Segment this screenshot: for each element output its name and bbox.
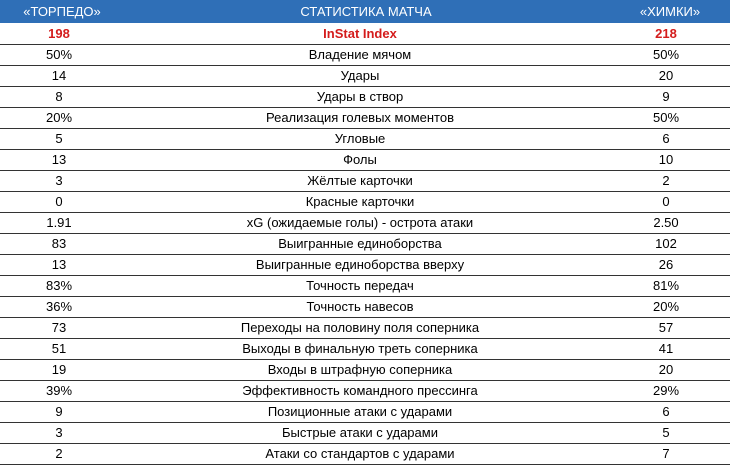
stat-left-value: 3 [0, 171, 118, 192]
stat-left-value: 5 [0, 129, 118, 150]
stat-row [0, 171, 730, 192]
stat-row [0, 318, 730, 339]
stat-label: Быстрые атаки с ударами [118, 423, 602, 444]
stat-row [0, 423, 730, 444]
stat-right-value: 20% [602, 297, 730, 318]
stat-right-value: 29% [602, 381, 730, 402]
stat-left-value: 83 [0, 234, 118, 255]
stat-right-value: 20 [602, 66, 730, 87]
stat-left-value: 2 [0, 444, 118, 465]
right-team-name: «ХИМКИ» [639, 4, 701, 19]
stat-row [0, 297, 730, 318]
stat-right-value: 102 [602, 234, 730, 255]
stats-table [0, 24, 730, 465]
stat-label: Атаки со стандартов с ударами [118, 444, 602, 465]
stat-row [0, 129, 730, 150]
stat-left-value: 9 [0, 402, 118, 423]
stat-left-value: 19 [0, 360, 118, 381]
stat-right-value: 2 [602, 171, 730, 192]
stat-label: Угловые [118, 129, 602, 150]
stat-left-value: 20% [0, 108, 118, 129]
stat-left-value: 198 [0, 24, 118, 45]
stat-right-value: 5 [602, 423, 730, 444]
stat-right-value: 0 [602, 192, 730, 213]
stat-right-value: 20 [602, 360, 730, 381]
stats-title: СТАТИСТИКА МАТЧА [300, 4, 432, 19]
stat-label: Позиционные атаки с ударами [118, 402, 602, 423]
stat-label: Выигранные единоборства вверху [118, 255, 602, 276]
stat-left-value: 13 [0, 150, 118, 171]
stat-row [0, 339, 730, 360]
stat-right-value: 26 [602, 255, 730, 276]
stat-row [0, 192, 730, 213]
stat-row [0, 444, 730, 465]
stat-row [0, 234, 730, 255]
stat-right-value: 218 [602, 24, 730, 45]
stat-label: Точность передач [118, 276, 602, 297]
stat-left-value: 83% [0, 276, 118, 297]
stat-left-value: 51 [0, 339, 118, 360]
stat-right-value: 50% [602, 108, 730, 129]
stat-row [0, 45, 730, 66]
stat-left-value: 39% [0, 381, 118, 402]
stat-row [0, 87, 730, 108]
stat-row [0, 108, 730, 129]
stat-row [0, 360, 730, 381]
stat-label: Точность навесов [118, 297, 602, 318]
stat-label: Фолы [118, 150, 602, 171]
stat-right-value: 41 [602, 339, 730, 360]
stat-row [0, 150, 730, 171]
stat-right-value: 81% [602, 276, 730, 297]
stat-label: Реализация голевых моментов [118, 108, 602, 129]
stat-label: Удары в створ [118, 87, 602, 108]
stat-label: Эффективность командного прессинга [118, 381, 602, 402]
stat-row [0, 276, 730, 297]
stat-left-value: 50% [0, 45, 118, 66]
stat-label: Удары [118, 66, 602, 87]
stat-right-value: 2.50 [602, 213, 730, 234]
stat-left-value: 13 [0, 255, 118, 276]
stat-label: xG (ожидаемые голы) - острота атаки [118, 213, 602, 234]
stats-header [0, 0, 730, 24]
stat-label: InStat Index [118, 24, 602, 45]
stat-right-value: 6 [602, 129, 730, 150]
stat-left-value: 36% [0, 297, 118, 318]
stat-right-value: 10 [602, 150, 730, 171]
stat-row [0, 255, 730, 276]
stat-row [0, 402, 730, 423]
stat-right-value: 6 [602, 402, 730, 423]
stat-left-value: 73 [0, 318, 118, 339]
stat-label: Выигранные единоборства [118, 234, 602, 255]
stat-label: Владение мячом [118, 45, 602, 66]
stat-label: Жёлтые карточки [118, 171, 602, 192]
stat-left-value: 14 [0, 66, 118, 87]
stat-label: Выходы в финальную треть соперника [118, 339, 602, 360]
stat-left-value: 3 [0, 423, 118, 444]
stat-label: Входы в штрафную соперника [118, 360, 602, 381]
stat-right-value: 7 [602, 444, 730, 465]
stat-row [0, 213, 730, 234]
stat-label: Переходы на половину поля соперника [118, 318, 602, 339]
stat-left-value: 1.91 [0, 213, 118, 234]
stat-row [0, 381, 730, 402]
stat-row [0, 66, 730, 87]
stat-row [0, 24, 730, 45]
stat-right-value: 9 [602, 87, 730, 108]
stat-right-value: 57 [602, 318, 730, 339]
stat-left-value: 8 [0, 87, 118, 108]
stat-right-value: 50% [602, 45, 730, 66]
left-team-name: «ТОРПЕДО» [23, 4, 101, 19]
stat-label: Красные карточки [118, 192, 602, 213]
stat-left-value: 0 [0, 192, 118, 213]
